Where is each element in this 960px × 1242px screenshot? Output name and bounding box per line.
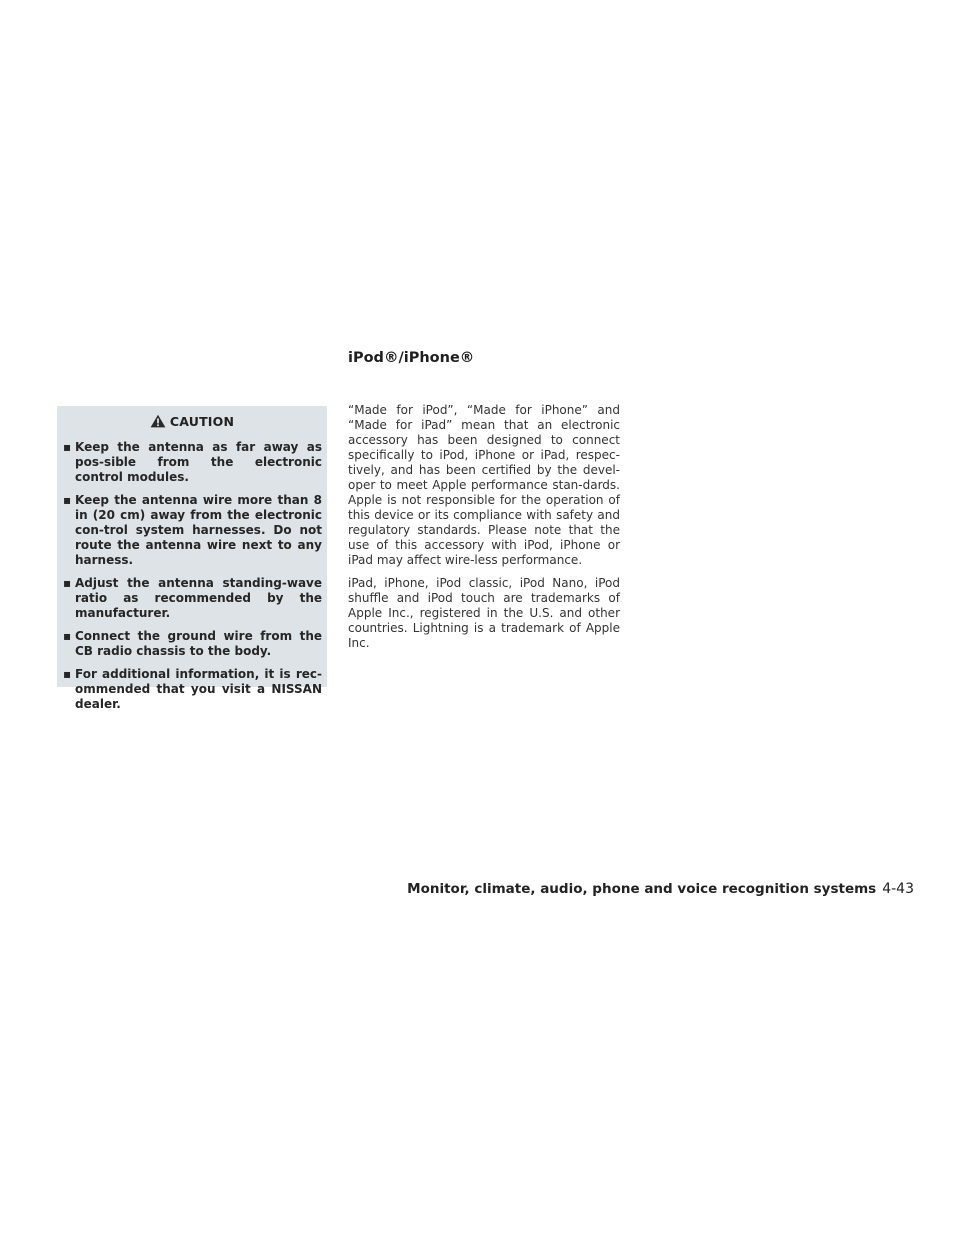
page-number: 4-43 xyxy=(882,881,914,897)
caution-item-text: Connect the ground wire from the CB radio chassis to the body. xyxy=(75,629,322,658)
caution-item xyxy=(61,493,323,568)
caution-header xyxy=(61,410,323,432)
bullet: ▪ xyxy=(63,493,72,507)
bullet: ▪ xyxy=(63,629,72,643)
caution-item-text: Keep the antenna wire more than 8 in (20 cm) away from the electronic con-trol system harnesses. Do not route the antenna wire next to any harness. xyxy=(75,493,322,567)
bullet: ▪ xyxy=(63,667,72,681)
bullet: ▪ xyxy=(63,576,72,590)
caution-item xyxy=(61,667,323,712)
caution-item-text: For additional information, it is rec-ommended that you visit a NISSAN dealer. xyxy=(75,667,322,711)
caution-item xyxy=(61,576,323,621)
bullet: ▪ xyxy=(63,440,72,454)
caution-item xyxy=(61,440,323,485)
section-title: iPod®/iPhone® xyxy=(348,350,475,366)
body-text xyxy=(348,403,620,659)
paragraph: iPad, iPhone, iPod classic, iPod Nano, iPod shuffle and iPod touch are trademarks of Apple Inc., registered in the U.S. and other countries. Lightning is a trademark of Apple Inc. xyxy=(348,576,620,650)
caution-item-text: Keep the antenna as far away as pos-sible from the electronic control modules. xyxy=(75,440,322,484)
paragraph: “Made for iPod”, “Made for iPhone” and “Made for iPad” mean that an electronic accessory has been designed to connect specifically to iPod, iPhone or iPad, respec-tively, and has been certified by the devel-oper to meet Apple performance stan-dards. Apple is not responsible for the operation of this device or its compliance with safety and regulatory standards. Please note that the use of this accessory with iPod, iPhone or iPad may affect wire-less performance. xyxy=(348,403,620,567)
chapter-title: Monitor, climate, audio, phone and voice recognition systems xyxy=(407,881,877,897)
caution-box xyxy=(57,406,327,711)
caution-item xyxy=(61,629,323,659)
warning-icon xyxy=(150,414,166,428)
page-footer xyxy=(0,878,914,897)
caution-item-text: Adjust the antenna standing-wave ratio as recommended by the manufacturer. xyxy=(75,576,322,620)
caution-list xyxy=(61,440,323,712)
caution-heading: CAUTION xyxy=(169,413,235,429)
